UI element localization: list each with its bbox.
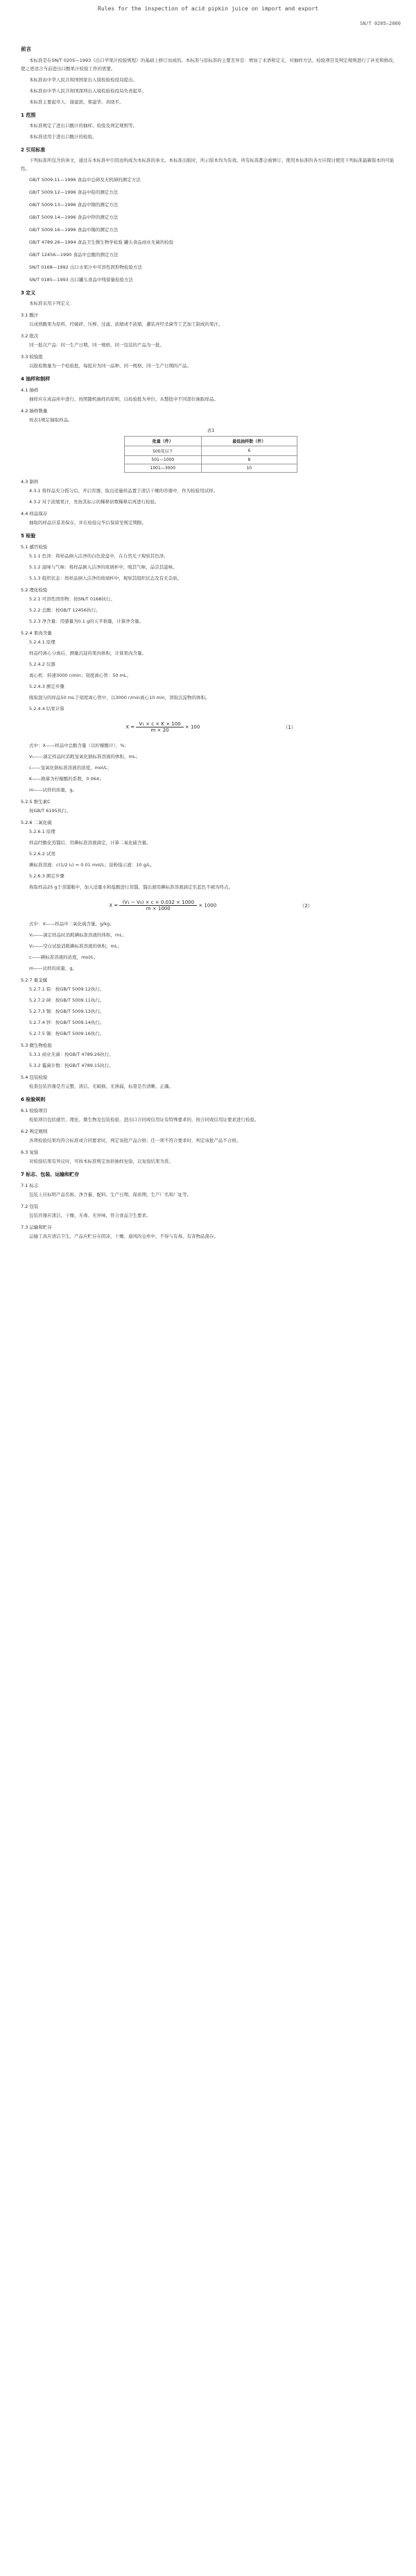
paragraph: 5.3.2 霉菌计数：按GB/T 4789.15执行。 [29, 1063, 114, 1068]
table-row [125, 446, 297, 456]
paragraph: 抽取的样品应妥善保存，并在检验完毕后保留至规定期限。 [29, 520, 146, 525]
subsection-title: 3.1 酸汁 [21, 312, 39, 318]
formula-lhs: X = [109, 902, 120, 909]
subsection-title: 5.2.5 维生素C [21, 799, 51, 805]
paragraph: 同一批次产品：同一生产日期、同一规格、同一包装的产品为一批。 [29, 342, 164, 348]
paragraph: 抽样应在成品库中进行，按照随机抽样的原则，以检验批为单位，从整批中不同部位抽取样品。 [29, 396, 218, 402]
paragraph: 样品经离心分离后，测量沉淀的果肉体积，计算果肉含量。 [29, 650, 146, 656]
subsection-title: 5.2.4 果肉含量 [21, 630, 52, 636]
table-row [125, 456, 297, 464]
paragraph: 样品经酸化蒸馏后，用碘标准溶液滴定，计算二氧化硫含量。 [29, 840, 151, 845]
paragraph: V₁——滴定样品时消耗碘标准溶液的体积，mL； [29, 932, 127, 938]
paragraph: 本标准由中华人民共和国国家出入境检验检疫局提出。 [29, 77, 137, 83]
section-heading: 前言 [21, 46, 31, 52]
subsection-title: 7.3 运输和贮存 [21, 1224, 52, 1230]
subsection-title: 5.3 微生物检验 [21, 1043, 52, 1048]
subsection-title: 7.1 标志 [21, 1183, 39, 1188]
formula-fraction [119, 900, 197, 911]
reference-item: SN/T 0185—1993 出口罐头食品中残留量检验方法 [29, 277, 133, 283]
paragraph: 式中：X——样品中二氧化硫含量，g/kg； [29, 921, 114, 927]
paragraph: K——换算为柠檬酸的系数，0.064； [29, 776, 104, 782]
paragraph: 5.2.3 净含量：用感量为0.1 g的天平称量，计算净含量。 [29, 618, 144, 624]
table-header-cell: 最低抽样数（件） [201, 437, 297, 446]
subsection-title: 3.2 批次 [21, 333, 39, 339]
table-row [125, 464, 297, 473]
paragraph: 5.2.7.2 砷：按GB/T 5009.11执行。 [29, 997, 105, 1003]
section-title: 3 定义 [21, 290, 36, 296]
paragraph: c——碘标准溶液的浓度，mol/L； [29, 954, 98, 960]
sampling-table [124, 436, 297, 473]
paragraph: 5.3.1 商业无菌：按GB/T 4789.26执行。 [29, 1052, 114, 1057]
standard-number: SN/T 0205—2000 [359, 21, 401, 26]
formula-denominator: m × 1000 [146, 906, 171, 911]
table-cell: 501—1000 [125, 456, 202, 464]
paragraph: 对检验结果有异议时，可按本标准规定加倍抽样复验，以复验结果为准。 [29, 1159, 173, 1164]
subsection-title: 4.3 制样 [21, 479, 39, 485]
formula-denominator: m × 20 [150, 727, 169, 733]
section-title: 1 范围 [21, 112, 36, 118]
paragraph: 按GB/T 6195执行。 [29, 808, 71, 814]
paragraph: 本标准是在SN/T 0205—1993《出口苹果汁检验规程》的基础上修订而成的。本标准与原标准的主要差异是：增加了术语和定义，对抽样方法、检验项目及判定规则进行了补充和修改，使之更适合当前进出口酸果汁检验工作的需要。 [21, 58, 398, 71]
paragraph: 本标准规定了进出口酸汁的抽样、检验及判定规则等。 [29, 123, 137, 128]
reference-item: GB/T 12456—1990 食品中总酸的测定方法 [29, 252, 119, 258]
paragraph: 碘标准溶液：c(1/2 I₂) = 0.01 mol/L；淀粉指示液：10 g/L。 [29, 862, 155, 868]
table-caption: 表1 [207, 428, 215, 433]
paragraph: 5.2.7.1 铅：按GB/T 5009.12执行。 [29, 986, 105, 992]
paragraph: m——试样的质量，g。 [29, 787, 77, 793]
paragraph: 检查包装容器是否完整、清洁、无破损、无渗漏，标签是否清晰、正确。 [29, 1084, 173, 1089]
reference-item: GB/T 4789.26—1994 食品卫生微生物学检验 罐头食品商业无菌的检验 [29, 239, 174, 245]
table-cell: 500及以下 [125, 446, 202, 456]
section-title: 5 检验 [21, 533, 36, 539]
subsection-title: 3.3 检验批 [21, 354, 43, 360]
paragraph: 检验项目包括感官、理化、微生物及包装检验，进出口合同或信用证有特殊要求的，按合同或信用证要求进行检验。 [29, 1117, 259, 1122]
paragraph: 5.2.7.3 铜：按GB/T 5009.13执行。 [29, 1009, 105, 1014]
paragraph: 运输工具应清洁卫生，产品应贮存在阴凉、干燥、通风的仓库中，不得与有毒、有害物品混存。 [29, 1234, 218, 1239]
paragraph: 包装容器应清洁、干燥、无毒、无异味，符合食品卫生要求。 [29, 1213, 151, 1218]
subsection-title: 5.2 理化检验 [21, 587, 48, 593]
paragraph: 本标准采用下列定义： [29, 301, 74, 306]
subsection-title: 4.4 样品保存 [21, 511, 48, 516]
paragraph: 以成熟酸果为原料，经破碎、压榨、过滤、浓缩或不浓缩，灌装并经杀菌等工艺加工制成的果汁。 [29, 321, 223, 327]
subsection-title: 4.2 抽样数量 [21, 408, 48, 414]
paragraph: 5.2.7.4 锌：按GB/T 5009.14执行。 [29, 1020, 105, 1025]
subsection-title: 5.2.6 二氧化硫 [21, 820, 52, 825]
paragraph: 5.1.1 色泽：将样品倒入洁净的白色瓷盘中，在自然光下观察其色泽。 [29, 553, 168, 559]
paragraph: 吸取混匀的样品50 mL于刻度离心管中，以3000 r/min离心10 min，读取沉淀物的体积。 [29, 695, 210, 700]
subsection-title: 5.2.7 重金属 [21, 977, 48, 983]
table-cell: 6 [201, 446, 297, 456]
paragraph: 5.2.6.2 试剂 [29, 851, 55, 857]
section-title: 4 抽样和制样 [21, 376, 51, 382]
formula [21, 900, 401, 911]
paragraph: 式中：X——样品中总酸含量（以柠檬酸计），%； [29, 743, 129, 748]
reference-item: GB/T 5009.14—1996 食品中锌的测定方法 [29, 214, 119, 220]
paragraph: 5.2.6.1 原理 [29, 829, 55, 834]
paragraph: 本标准主要起草人：谢建滨、郑建华、黄晓平。 [29, 99, 124, 105]
reference-item: GB/T 5009.13—1996 食品中铜的测定方法 [29, 202, 119, 208]
formula-lhs: X = [125, 724, 137, 730]
paragraph: 本标准由中华人民共和国深圳出入境检验检疫局负责起草。 [29, 88, 146, 94]
formula-numerator: (V₁ − V₀) × c × 0.032 × 1000 [119, 900, 197, 906]
table-cell: 1001—3000 [125, 464, 202, 473]
table-cell: 10 [201, 464, 297, 473]
paragraph: V₀——空白试验消耗碘标准溶液的体积，mL； [29, 943, 123, 949]
paragraph: 4.3.1 将样品充分摇匀后，开启容器，取出适量样品置于清洁干燥的容器中，作为检验用试样。 [29, 488, 218, 494]
section-title: 6 检验规则 [21, 1097, 46, 1102]
paragraph: 5.2.4.1 原理 [29, 639, 55, 645]
section-title: 2 引用标准 [21, 147, 46, 153]
paragraph: 5.2.2 总酸：按GB/T 12456执行。 [29, 607, 101, 613]
paragraph: 以报检数量为一个检验批，每批应为同一品种、同一规格、同一生产日期的产品。 [29, 363, 191, 369]
subsection-title: 6.2 判定规则 [21, 1129, 48, 1134]
paragraph: 5.2.7.5 锡：按GB/T 5009.16执行。 [29, 1031, 105, 1036]
paragraph: c——氢氧化钠标准溶液的浓度，mol/L； [29, 765, 112, 771]
formula-suffix: × 100 [183, 724, 200, 730]
paragraph: m——试样的质量，g。 [29, 966, 77, 971]
table-header-cell: 批量（件） [125, 437, 202, 446]
formula-fraction [136, 721, 183, 733]
paragraph: 5.1.3 组织状态：将样品倒入洁净的玻璃杯中，观察其组织状态及有无杂质。 [29, 575, 182, 581]
formula-number: （2） [300, 902, 313, 909]
subsection-title: 6.3 复验 [21, 1150, 39, 1155]
paragraph: 5.2.4.2 仪器 [29, 662, 55, 667]
paragraph: 5.2.4.3 测定步骤 [29, 684, 64, 689]
subsection-title: 5.4 包装检验 [21, 1075, 48, 1080]
section-title: 7 标志、包装、运输和贮存 [21, 1172, 80, 1177]
paragraph: V₁——滴定样品时消耗氢氧化钠标准溶液的体积，mL； [29, 754, 141, 759]
table-header-row [125, 437, 297, 446]
paragraph: 各项检验结果均符合标准或合同要求时，判定该批产品合格；任一项不符合要求时，判定该批产品不合格。 [29, 1138, 241, 1143]
paragraph: 按表1规定抽取样品。 [29, 417, 73, 423]
reference-item: GB/T 5009.12—1996 食品中铅的测定方法 [29, 190, 119, 195]
subsection-title: 6.1 检验项目 [21, 1108, 48, 1113]
table-cell: 8 [201, 456, 297, 464]
paragraph: 称取样品25 g于蒸馏瓶中，加入适量水和盐酸进行蒸馏，馏出液用碘标准溶液滴定至蓝色不褪为终点。 [29, 884, 233, 890]
subsection-title: 4.1 抽样 [21, 387, 39, 393]
formula-number: （1） [283, 724, 296, 730]
document-title: Rules for the inspection of acid pipkin juice on import and export [98, 6, 318, 12]
paragraph: 4.3.2 对于浓缩果汁，先按其标示的稀释倍数稀释后再进行检验。 [29, 499, 159, 505]
subsection-title: 5.1 感官检验 [21, 544, 48, 550]
paragraph: 本标准适用于进出口酸汁的检验。 [29, 134, 97, 140]
paragraph: 5.1.2 滋味与气味：将样品倒入洁净的玻璃杯中，嗅其气味，品尝其滋味。 [29, 564, 177, 570]
paragraph: 5.2.1 可溶性固形物：按SN/T 0168执行。 [29, 596, 115, 602]
reference-item: SN/T 0168—1992 出口水果汁中可溶性固形物检验方法 [29, 264, 142, 270]
formula-numerator: V₁ × c × K × 100 [136, 721, 183, 727]
paragraph: 离心机：转速3000 r/min；刻度离心管：50 mL。 [29, 673, 132, 678]
paragraph: 5.2.4.4 结果计算 [29, 706, 64, 712]
paragraph: 5.2.6.3 测定步骤 [29, 873, 64, 879]
document-body [21, 39, 401, 1243]
reference-item: GB/T 5009.16—1996 食品中锡的测定方法 [29, 227, 119, 233]
paragraph: 下列标准所包含的条文，通过在本标准中引用而构成为本标准的条文。本标准出版时，所示版本均为有效。所有标准都会被修订，使用本标准的各方应探讨使用下列标准最新版本的可能性。 [21, 158, 395, 171]
subsection-title: 7.2 包装 [21, 1204, 39, 1209]
reference-item: GB/T 5009.11—1996 食品中总砷及无机砷的测定方法 [29, 177, 141, 183]
paragraph: 包装上应标明产品名称、净含量、配料、生产日期、保质期、生产厂名和厂址等。 [29, 1192, 191, 1197]
formula-suffix: × 1000 [197, 902, 217, 909]
formula [21, 721, 401, 733]
